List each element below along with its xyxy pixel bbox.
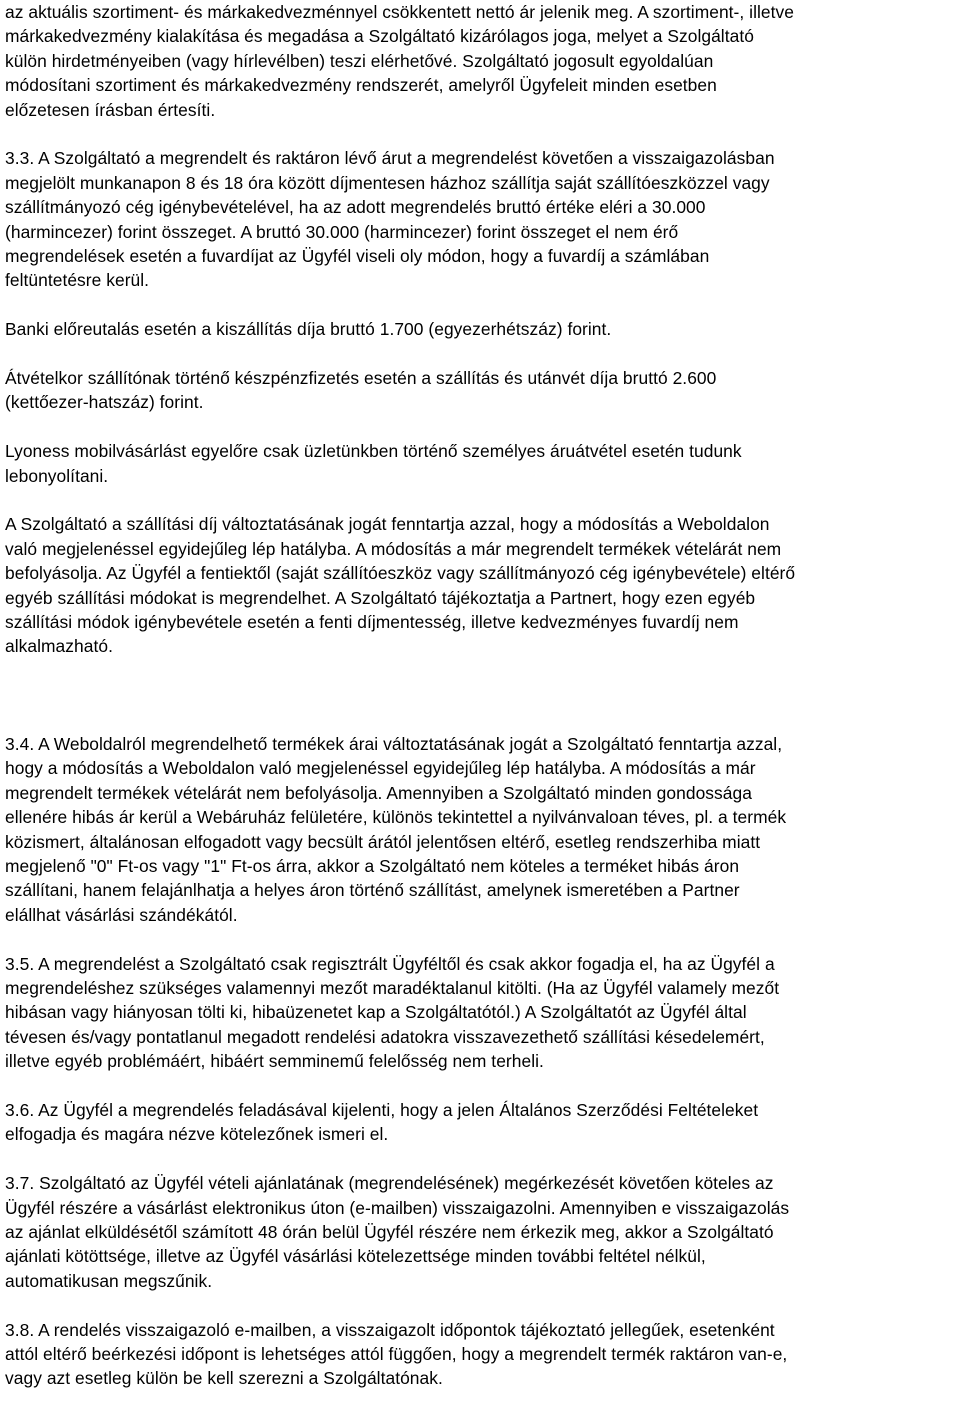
paragraph-3-6-acceptance: 3.6. Az Ügyfél a megrendelés feladásával kijelenti, hogy a jelen Általános Szerződési Feltételeket elfogadja és magára nézve kötelezőnek ismeri el.: [5, 1099, 759, 1145]
paragraph-lyoness: Lyoness mobilvásárlást egyelőre csak üzletünkben történő személyes áruátvétel esetén tudunk lebonyolítani.: [5, 441, 742, 486]
paragraph-3-5-orders: 3.5. A megrendelést a Szolgáltató csak regisztrált Ügyféltől és csak akkor fogadja el, ha az Ügyfél a megrendeléshez szükséges valamennyi mezőt maradéktalanul kitölti. (Ha az Ügyfél valamely mezőt hibásan vagy hiányosan tölti ki, hibaüzenetet kap a Szolgáltatótól.) A Szolgáltatót az Ügyfél által tévesen és/vagy pontatlanul megadott rendelési adatokra visszavezethető szállítási késedelemért, illetve egyéb problémáért, hibáért semminemű felelősség nem terheli.: [5, 953, 780, 1072]
paragraph-assortment-discount: az aktuális szortiment- és márkakedvezménnyel csökkentett nettó ár jelenik meg. A szortiment-, illetve márkakedvezmény kialakítása és megadása a Szolgáltató kizárólagos joga, melyet a Szolgáltató külön hirdetményeiben (vagy hírlevélben) teszi elérhetővé. Szolgáltató jogosult egyoldalúan módosítani szortiment és márkakedvezmény rendszerét, amelyről Ügyfeleit minden esetben előzetesen írásban értesíti.: [5, 2, 794, 120]
document-page: [5, 0, 953, 1391]
paragraph-cash-on-delivery-fee: Átvételkor szállítónak történő készpénzfizetés esetén a szállítás és utánvét díja bruttó 2.600 (kettőezer-hatszáz) forint.: [5, 368, 717, 413]
paragraph-bank-transfer-fee: Banki előreutalás esetén a kiszállítás díja bruttó 1.700 (egyezerhétszáz) forint.: [5, 319, 612, 340]
paragraph-3-8-delivery-times: 3.8. A rendelés visszaigazoló e-mailben, a visszaigazolt időpontok tájékoztató jellegűek, esetenként attól eltérő beérkezési időpont is lehetséges attól függően, hogy a megrendelt termék raktáron van-e, vagy azt esetleg külön be kell szerezni a Szolgáltatónak.: [5, 1319, 788, 1389]
paragraph-3-7-confirmation: 3.7. Szolgáltató az Ügyfél vételi ajánlatának (megrendelésének) megérkezését követően köteles az Ügyfél részére a vásárlást elektronikus úton (e-mailben) visszaigazolni. Amennyiben e visszaigazolás az ajánlat elküldésétől számított 48 órán belül Ügyfél részére nem érkezik meg, akkor a Szolgáltató ajánlati kötöttsége, illetve az Ügyfél vásárlási kötelezettsége minden további feltétel nélkül, automatikusan megszűnik.: [5, 1173, 790, 1291]
paragraph-3-4-prices: 3.4. A Weboldalról megrendelhető termékek árai változtatásának jogát a Szolgáltató fenntartja azzal, hogy a módosítás a Weboldalon való megjelenéssel egyidejűleg lép hatályba. A módosítás a már megrendelt termékek vételárát nem befolyásolja. Amennyiben a Szolgáltató minden gondossága ellenére hibás ár kerül a Webáruház felületére, különös tekintettel a nyilvánvaloan téves, pl. a termék közismert, általánosan elfogadott vagy becsült árától jelentősen eltérő, esetleg rendszerhiba miatt megjelenő "0" Ft-os vagy "1" Ft-os árra, akkor a Szolgáltató nem köteles a terméket hibás áron szállítani, hanem felajánlhatja a helyes áron történő szállítást, amelynek ismeretében a Partner elállhat vásárlási szándékától.: [5, 733, 787, 925]
paragraph-shipping-fee-change: A Szolgáltató a szállítási díj változtatásának jogát fenntartja azzal, hogy a módosítás a Weboldalon való megjelenéssel egyidejűleg lép hatályba. A módosítás a már megrendelt termékek vételárát nem befolyásolja. Az Ügyfél a fentiektől (saját szállítóeszköz vagy szállítmányozó cég igénybevétele) eltérő egyéb szállítási módokat is megrendelhet. A Szolgáltató tájékoztatja a Partnert, hogy ezen egyéb szállítási módok igénybevétele esetén a fenti díjmentesség, illetve kedvezményes fuvardíj nem alkalmazható.: [5, 514, 796, 657]
paragraph-3-3-delivery: 3.3. A Szolgáltató a megrendelt és raktáron lévő árut a megrendelést követően a visszaigazolásban megjelölt munkanapon 8 és 18 óra között díjmentesen házhoz szállítja saját szállítóeszközzel vagy szállítmányozó cég igénybevételével, ha az adott megrendelés bruttó értéke eléri a 30.000 (harmincezer) forint összeget. A bruttó 30.000 (harmincezer) forint összeget el nem érő megrendelések esetén a fuvardíjat az Ügyfél viseli oly módon, hogy a fuvardíj a számlában feltüntetésre kerül.: [5, 148, 775, 291]
